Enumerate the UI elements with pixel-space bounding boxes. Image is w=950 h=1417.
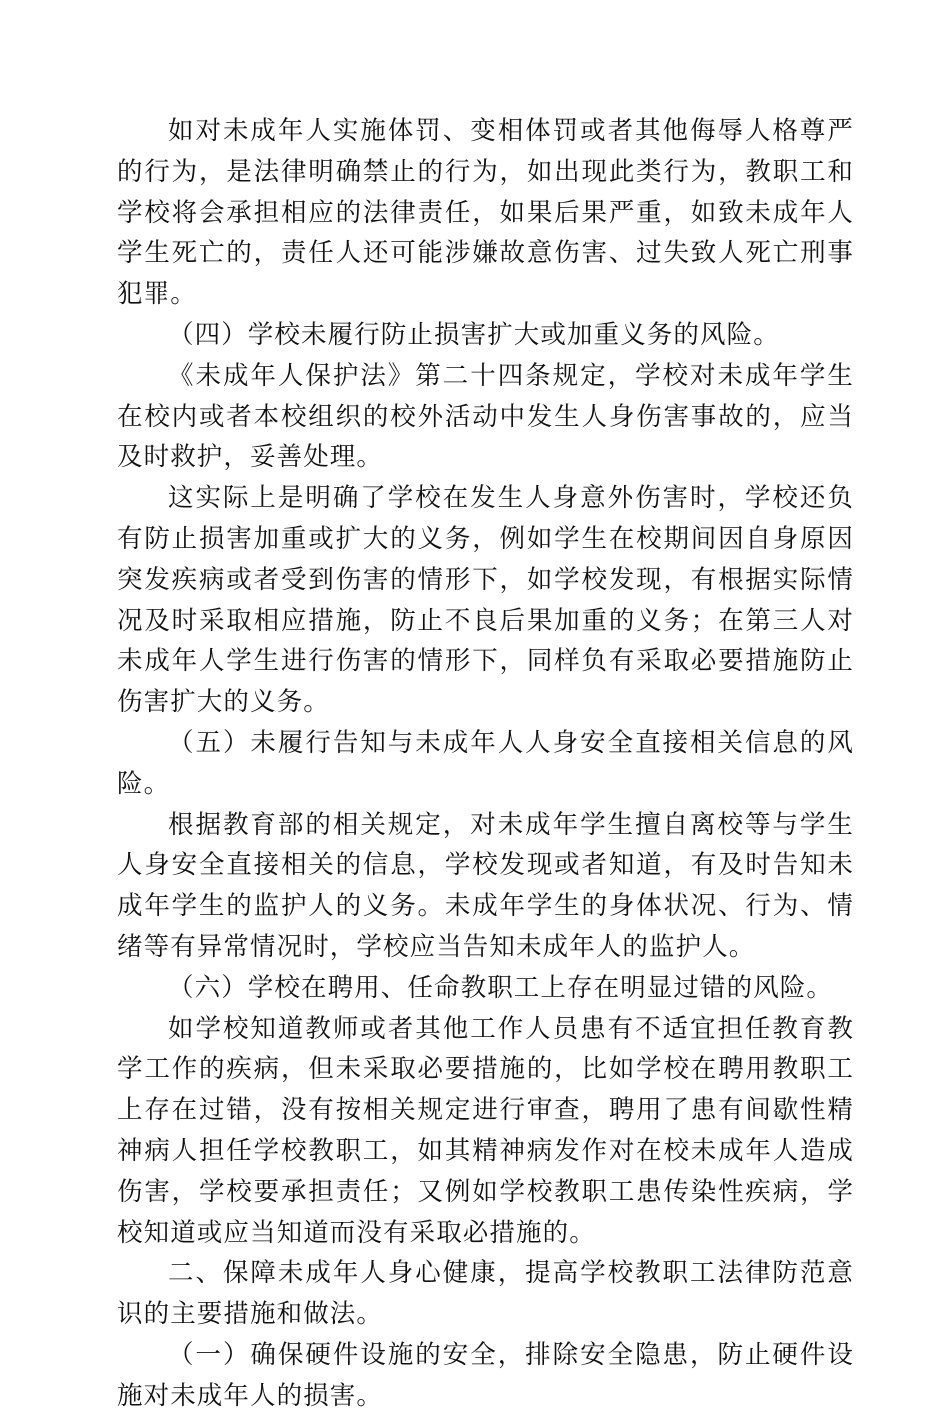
paragraph-duty-prevent-aggravation: 这实际上是明确了学校在发生人身意外伤害时，学校还负有防止损害加重或扩大的义务，例如学生在校期间因自身原因突发疾病或者受到伤害的情形下，如学校发现，有根据实际情况及时采取相应措施，防止不良后果加重的义务；在第三人对未成年人学生进行伤害的情形下，同样负有采取必要措施防止伤害扩大的义务。 [117, 483, 854, 718]
paragraph-corporal-punishment: 如对未成年人实施体罚、变相体罚或者其他侮辱人格尊严的行为，是法律明确禁止的行为，如出现此类行为，教职工和学校将会承担相应的法律责任，如果后果严重，如致未成年人学生死亡的，责任人还可能涉嫌故意伤害、过失致人死亡刑事犯罪。 [117, 116, 854, 310]
paragraph-hiring-fault: 如学校知道教师或者其他工作人员患有不适宜担任教育教学工作的疾病，但未采取必要措施的，比如学校在聘用教职工上存在过错，没有按相关规定进行审查，聘用了患有间歇性精神病人担任学校教职工，如其精神病发作对在校未成年人造成伤害，学校要承担责任；又例如学校教职工患传染性疾病，学校知道或应当知道而没有采取必措施的。 [117, 1013, 854, 1248]
heading-section-6: （六）学校在聘用、任命教职工上存在明显过错的风险。 [168, 972, 834, 1003]
heading-part-2: 二、保障未成年人身心健康，提高学校教职工法律防范意识的主要措施和做法。 [117, 1258, 854, 1330]
paragraph-duty-to-notify: 根据教育部的相关规定，对未成年学生擅自离校等与学生人身安全直接相关的信息，学校发现或者知道，有及时告知未成年学生的监护人的义务。未成年学生的身体状况、行为、情绪等有异常情况时，学校应当告知未成年人的监护人。 [117, 809, 854, 962]
heading-section-5: （五）未履行告知与未成年人人身安全直接相关信息的风险。 [117, 727, 854, 799]
heading-section-4: （四）学校未履行防止损害扩大或加重义务的风险。 [168, 319, 780, 350]
paragraph-protection-law-article-24: 《未成年人保护法》第二十四条规定，学校对未成年学生在校内或者本校组织的校外活动中发生人身伤害事故的，应当及时救护，妥善处理。 [117, 360, 854, 473]
document-page [117, 111, 854, 1417]
heading-section-2-1: （一）确保硬件设施的安全，排除安全隐患，防止硬件设施对未成年人的损害。 [117, 1339, 854, 1411]
